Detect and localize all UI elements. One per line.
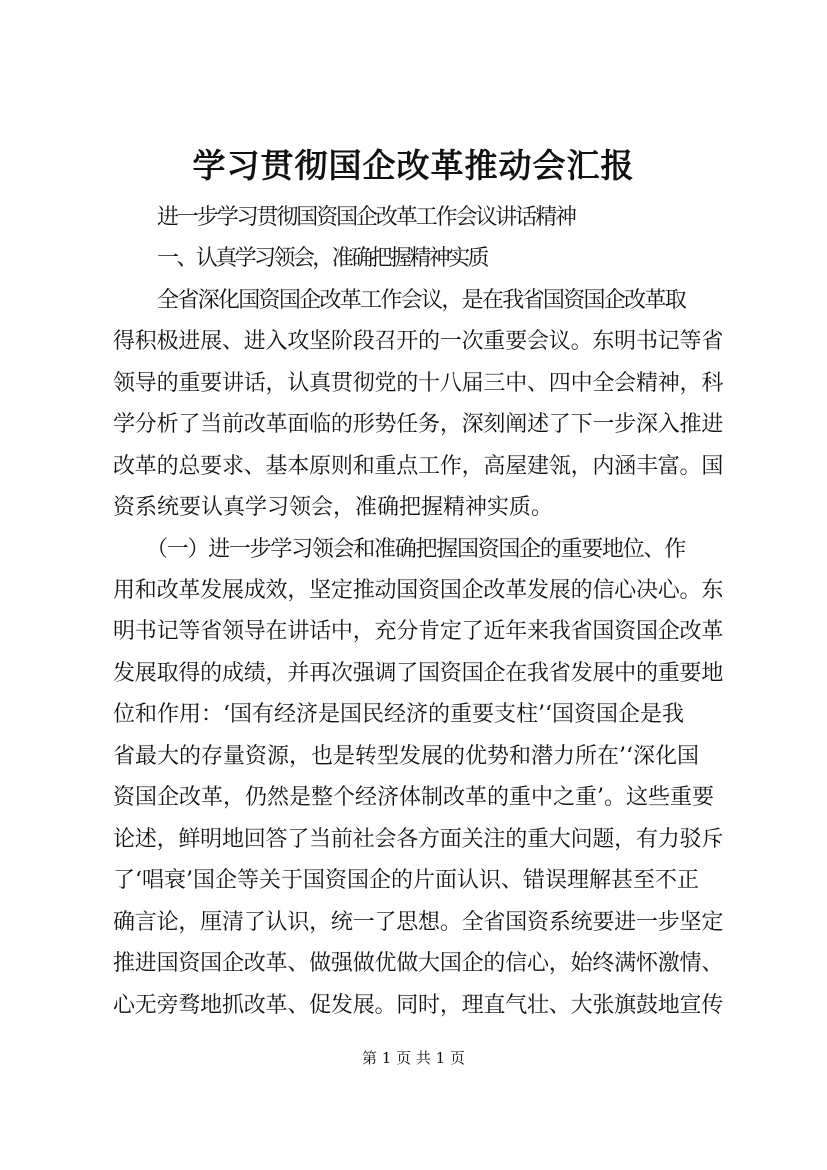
paragraph-2-line-9: 了‘唱衰’国企等关于国资国企的片面认识、错误理解甚至不正 — [113, 868, 699, 893]
paragraph-2-line-5: 位和作用：‘国有经济是国民经济的重要支柱’‘国资国企是我 — [113, 702, 684, 727]
subtitle-line: 进一步学习贯彻国资国企改革工作会议讲话精神 — [157, 205, 575, 230]
paragraph-1-line-5: 改革的总要求、基本原则和重点工作，高屋建瓴，内涵丰富。国 — [113, 454, 724, 479]
paragraph-2-line-2: 用和改革发展成效，坚定推动国资国企改革发展的信心决心。东 — [113, 578, 724, 603]
paragraph-2-line-12: 心无旁骛地抓改革、促发展。同时，理直气壮、大张旗鼓地宣传 — [113, 993, 724, 1018]
paragraph-2-line-11: 推进国资国企改革、做强做优做大国企的信心，始终满怀激情、 — [113, 951, 724, 976]
document-title: 学习贯彻国企改革推动会汇报 — [192, 146, 635, 185]
paragraph-1-line-1: 全省深化国资国企改革工作会议，是在我省国资国企改革取 — [157, 288, 686, 313]
paragraph-2-line-10: 确言论，厘清了认识，统一了思想。全省国资系统要进一步坚定 — [113, 910, 724, 935]
paragraph-1-line-3: 领导的重要讲话，认真贯彻党的十八届三中、四中全会精神，科 — [113, 371, 724, 396]
paragraph-2-line-4: 发展取得的成绩，并再次强调了国资国企在我省发展中的重要地 — [113, 661, 724, 686]
section-heading-1: 一、认真学习领会，准确把握精神实质 — [157, 246, 487, 271]
paragraph-1-line-2: 得积极进展、进入攻坚阶段召开的一次重要会议。东明书记等省 — [113, 329, 724, 354]
paragraph-1-line-4: 学分析了当前改革面临的形势任务，深刻阐述了下一步深入推进 — [113, 412, 724, 437]
paragraph-2-line-6: 省最大的存量资源，也是转型发展的优势和潜力所在’‘深化国 — [113, 744, 699, 769]
page-number-footer: 第 1 页 共 1 页 — [362, 1049, 465, 1067]
paragraph-1-line-6: 资系统要认真学习领会，准确把握精神实质。 — [113, 495, 554, 520]
paragraph-2-line-1: （一）进一步学习领会和准确把握国资国企的重要地位、作 — [146, 537, 685, 562]
paragraph-2-line-8: 论述，鲜明地回答了当前社会各方面关注的重大问题，有力驳斥 — [113, 827, 724, 852]
paragraph-2-line-7: 资国企改革，仍然是整个经济体制改革的重中之重’。这些重要 — [113, 785, 714, 810]
paragraph-2-line-3: 明书记等省领导在讲话中，充分肯定了近年来我省国资国企改革 — [113, 619, 724, 644]
